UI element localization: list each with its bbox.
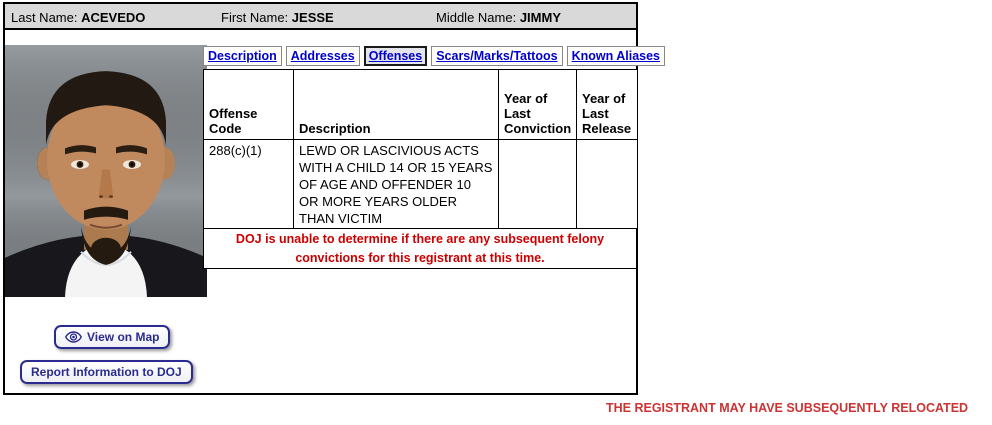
relocation-notice: THE REGISTRANT MAY HAVE SUBSEQUENTLY RELOCATED	[606, 401, 969, 415]
eye-icon	[65, 331, 82, 343]
column-offense-code: Offense Code	[204, 70, 294, 140]
middle-name-label: Middle Name:	[436, 10, 517, 25]
last-name-label: Last Name:	[11, 10, 78, 25]
view-on-map-button[interactable]	[54, 325, 170, 349]
offense-code-cell: 288(c)(1)	[204, 140, 294, 231]
last-name-field	[11, 10, 145, 25]
offense-description-cell: LEWD OR LASCIVIOUS ACTS WITH A CHILD 14 OR 15 YEARS OF AGE AND OFFENDER 10 OR MORE YEARS OLDER THAN VICTIM	[294, 140, 499, 231]
last-name-value: ACEVEDO	[81, 10, 146, 25]
column-description: Description	[294, 70, 499, 140]
report-information-button[interactable]	[20, 360, 193, 384]
first-name-field	[221, 10, 334, 25]
tab-known-aliases[interactable]: Known Aliases	[567, 46, 665, 66]
doj-notice	[203, 228, 637, 269]
tab-offenses[interactable]: Offenses	[364, 46, 428, 66]
offense-row	[204, 140, 638, 231]
tab-description[interactable]: Description	[203, 46, 282, 66]
report-information-label: Report Information to DOJ	[31, 365, 182, 379]
name-header-bar	[5, 4, 636, 30]
column-year-last-release: Year of Last Release	[577, 70, 638, 140]
tab-addresses[interactable]: Addresses	[286, 46, 360, 66]
tab-scars-marks-tattoos[interactable]: Scars/Marks/Tattoos	[431, 46, 562, 66]
middle-name-value: JIMMY	[519, 10, 561, 25]
registrant-photo	[5, 45, 207, 297]
tab-strip	[203, 46, 665, 66]
year-last-conviction-cell	[499, 140, 577, 231]
offenses-header-row	[204, 70, 638, 140]
year-last-release-cell	[577, 140, 638, 231]
column-year-last-conviction: Year of Last Conviction	[499, 70, 577, 140]
offenses-table	[203, 69, 638, 231]
middle-name-field	[436, 10, 561, 25]
first-name-value: JESSE	[291, 10, 334, 25]
registrant-detail-panel	[3, 2, 661, 395]
view-on-map-label: View on Map	[87, 330, 160, 344]
doj-notice-text: DOJ is unable to determine if there are any subsequent felony convictions for this registrant at this time.	[235, 231, 605, 265]
first-name-label: First Name:	[221, 10, 289, 25]
